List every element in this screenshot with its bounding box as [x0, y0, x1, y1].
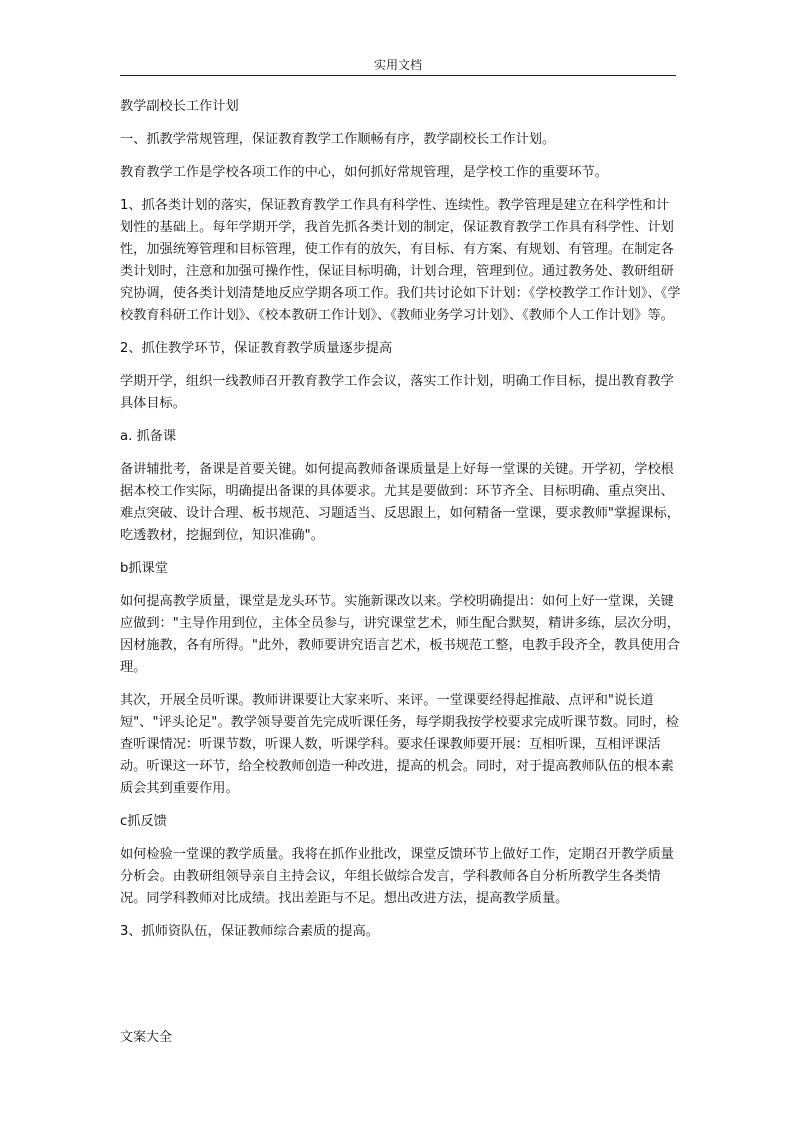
paragraph: a. 抓备课 [120, 429, 177, 444]
paragraph: 备讲辅批考，备课是首要关键。如何提高教师备课质量是上好每一堂课的关键。开学初，学校根据本校工作实际，明确提出备课的具体要求。尤其是要做到：环节齐全、目标明确、重点突出、难点突破、设计合理、板书规范、习题适当、反思跟上，如何精备一堂课，要求教师"掌握课标，吃透教材，挖掘到位，知识准确"。 [120, 462, 680, 543]
header-rule [120, 75, 676, 76]
paragraph: 如何检验一堂课的教学质量。我将在抓作业批改，课堂反馈环节上做好工作，定期召开教学质量分析会。由教研组领导亲自主持会议，年组长做综合发言，学科教师各自分析所教学生各类情况。同学科教师对比成绩。找出差距与不足。想出改进方法，提高教学质量。 [120, 847, 674, 906]
paragraph: 学期开学，组织一线教师召开教育教学工作会议，落实工作计划，明确工作目标，提出教育教学具体目标。 [120, 374, 674, 411]
page-footer: 文案大全 [120, 1030, 173, 1045]
document-title: 教学副校长工作计划 [120, 99, 239, 114]
paragraph: 一、抓教学常规管理，保证教育教学工作顺畅有序，教学副校长工作计划。 [120, 132, 556, 147]
paragraph: 教育教学工作是学校各项工作的中心，如何抓好常规管理，是学校工作的重要环节。 [120, 165, 608, 180]
paragraph: c抓反馈 [120, 814, 167, 829]
document-body [120, 96, 682, 954]
paragraph: 其次，开展全员听课。教师讲课要让大家来听、来评。一堂课要经得起推敲、点评和"说长道短"、"评头论足"。教学领导要首先完成听课任务，每学期我按学校要求完成听课节数。同时，检查听课情况：听课节数，听课人数，听课学科。要求任课教师要开展：互相听课，互相评课活动。听课这一环节，给全校教师创造一种改进，提高的机会。同时，对于提高教师队伍的根本素质会其到重要作用。 [120, 693, 679, 796]
paragraph: 如何提高教学质量，课堂是龙头环节。实施新课改以来。学校明确提出：如何上好一堂课，关键应做到："主导作用到位，主体全员参与，讲究课堂艺术，师生配合默契，精讲多练，层次分明，因材施教，各有所得。"此外，教师要讲究语言艺术，板书规范工整，电教手段齐全，教具使用合理。 [120, 594, 680, 675]
paragraph: 3、抓师资队伍，保证教师综合素质的提高。 [120, 924, 379, 939]
paragraph: 1、抓各类计划的落实，保证教育教学工作具有科学性、连续性。教学管理是建立在科学性和计划性的基础上。每年学期开学，我首先抓各类计划的制定，保证教育教学工作具有科学性、计划性，加强统筹管理和目标管理，使工作有的放矢，有目标、有方案、有规划、有管理。在制定各类计划时，注意和加强可操作性，保证目标明确，计划合理，管理到位。通过教务处、教研组研究协调，使各类计划清楚地反应学期各项工作。我们共讨论如下计划：《学校教学工作计划》、《学校教育科研工作计划》、《校本教研工作计划》、《教师业务学习计划》、《教师个人工作计划》等。 [120, 198, 681, 323]
paragraph: b抓课堂 [120, 561, 168, 576]
paragraph: 2、抓住教学环节，保证教育教学质量逐步提高 [120, 341, 393, 356]
page-header: 实用文档 [373, 58, 422, 72]
